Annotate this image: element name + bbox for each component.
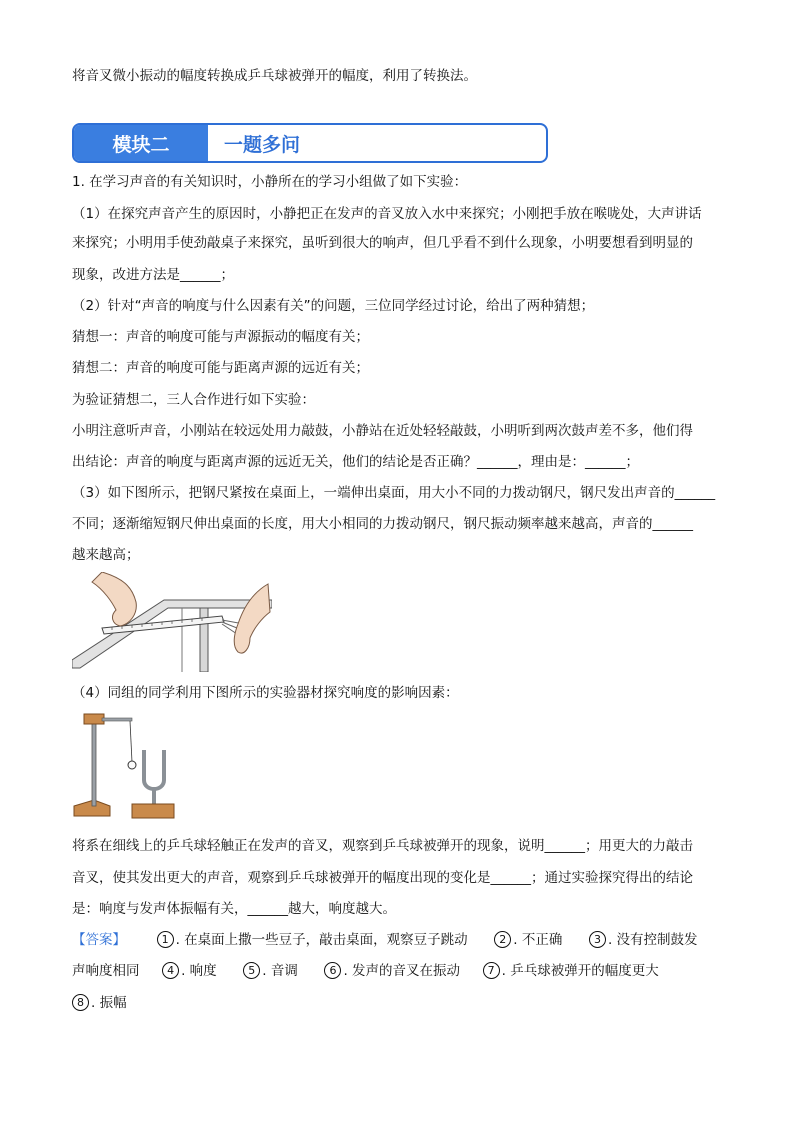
answer-item: 7 . 乒乓球被弹开的幅度更大	[483, 963, 659, 979]
ruler-table-figure	[72, 572, 272, 672]
question-text-line: 音叉，使其发出更大的声音，观察到乒乓球被弹开的幅度出现的变化是______；通过实验探究得出的结论	[72, 870, 693, 886]
question-text-line: 为验证猜想二，三人合作进行如下实验：	[72, 392, 315, 408]
question-intro: 1. 在学习声音的有关知识时，小静所在的学习小组做了如下实验：	[72, 174, 468, 190]
answer-label: 【答案】	[72, 932, 126, 948]
question-part4: （4）同组的同学利用下图所示的实验器材探究响度的影响因素：	[72, 685, 459, 701]
answer-item: 3 . 没有控制鼓发	[589, 932, 698, 948]
answer-line-1	[72, 930, 722, 950]
answer-item: 8 . 振幅	[72, 995, 127, 1011]
module-label: 模块二	[74, 125, 208, 161]
question-text-line: （2）针对“声音的响度与什么因素有关”的问题，三位同学经过讨论，给出了两种猜想；	[72, 298, 595, 314]
answer-item: 4 . 响度	[162, 963, 217, 979]
intro-text: 将音叉微小振动的幅度转换成乒乓球被弹开的幅度，利用了转换法。	[72, 68, 477, 84]
answer-item-continued: 声响度相同	[72, 963, 140, 979]
question-text-line: 猜想一：声音的响度可能与声源振动的幅度有关；	[72, 329, 369, 345]
answer-item: 6 . 发声的音叉在振动	[324, 963, 460, 979]
answer-item: 1 . 在桌面上撒一些豆子，敲击桌面，观察豆子跳动	[157, 932, 468, 948]
question-text-line: 小明注意听声音，小刚站在较远处用力敲鼓，小静站在近处轻轻敲鼓，小明听到两次鼓声差不多，他们得	[72, 423, 693, 439]
answer-line-2	[72, 961, 722, 981]
tuning-fork-figure	[72, 710, 182, 825]
question-text-line: 来探究；小明用手使劲敲桌子来探究，虽听到很大的响声，但几乎看不到什么现象，小明要想看到明显的	[72, 235, 693, 251]
answer-item: 2 . 不正确	[494, 932, 562, 948]
module-banner	[72, 123, 548, 163]
question-text-line: （1）在探究声音产生的原因时，小静把正在发声的音叉放入水中来探究；小刚把手放在喉咙处，大声讲话	[72, 206, 702, 222]
question-text-line: 是：响度与发声体振幅有关，______越大，响度越大。	[72, 901, 396, 917]
question-text-line: 将系在细线上的乒乓球轻触正在发声的音叉，观察到乒乓球被弹开的现象，说明______；用更大的力敲击	[72, 838, 693, 854]
question-text-line: 现象，改进方法是______；	[72, 267, 234, 283]
answer-line-3	[72, 993, 722, 1013]
question-text-line: 猜想二：声音的响度可能与距离声源的远近有关；	[72, 360, 369, 376]
question-text-line: 不同；逐渐缩短钢尺伸出桌面的长度，用大小相同的力拨动钢尺，钢尺振动频率越来越高，声音的______	[72, 516, 693, 532]
question-text-line: 越来越高；	[72, 547, 140, 563]
answer-item: 5 . 音调	[243, 963, 298, 979]
question-text-line: 出结论：声音的响度与距离声源的远近无关，他们的结论是否正确？______，理由是：______；	[72, 454, 639, 470]
question-text-line: （3）如下图所示，把钢尺紧按在桌面上，一端伸出桌面，用大小不同的力拨动钢尺，钢尺发出声音的______	[72, 485, 716, 501]
module-title: 一题多问	[224, 133, 301, 156]
